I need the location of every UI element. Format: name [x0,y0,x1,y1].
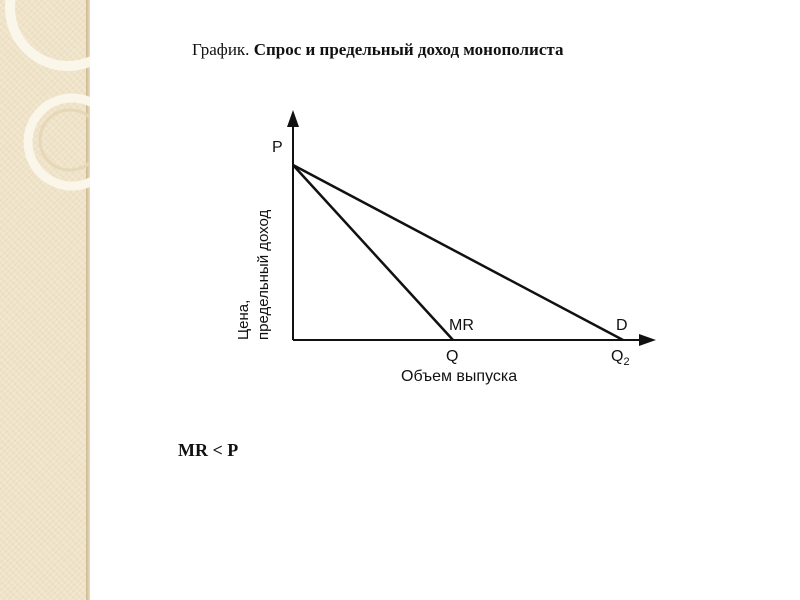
x-axis-label: Объем выпуска [401,368,518,385]
y-axis-arrow [287,110,299,127]
y-axis-label-line1: Цена, [235,299,252,340]
mr-label: MR [449,317,474,334]
q2-label-base: Q [611,348,624,365]
formula-text: MR < P [178,440,239,460]
title-prefix: График. [192,40,250,59]
q2-label [611,348,630,368]
y-axis-label [235,209,272,340]
q-label: Q [446,348,459,365]
d-label: D [616,317,628,334]
y-axis-top-label: P [272,139,283,156]
x-axis-arrow [639,334,656,346]
marginal-revenue-line [293,165,453,340]
y-axis-label-line2: предельный доход [255,209,272,340]
q2-label-subscript: 2 [623,356,630,368]
title-main: Спрос и предельный доход монополиста [253,40,564,59]
demand-line [293,165,623,340]
